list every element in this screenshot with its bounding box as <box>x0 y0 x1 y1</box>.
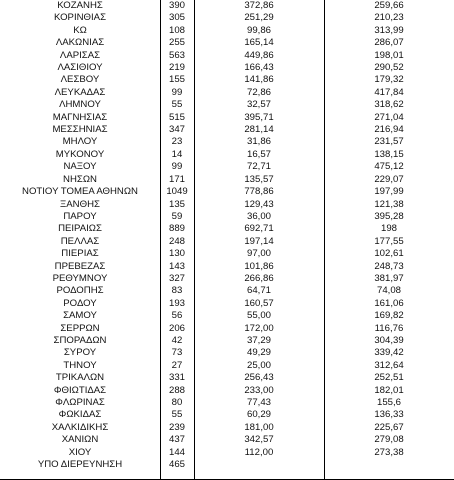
count-cell: 80 <box>171 397 183 408</box>
average-cell: 778,86 <box>244 186 274 198</box>
rate-cell: 312,64 <box>374 359 404 371</box>
average-cell: 172,00 <box>244 322 274 334</box>
table-row <box>0 360 454 372</box>
region-name-cell: ΠΑΡΟΥ <box>63 210 97 222</box>
average-cell: 372,86 <box>244 0 274 11</box>
table-row <box>0 298 454 310</box>
region-name-cell: ΣΥΡΟΥ <box>63 347 97 359</box>
count-cell: 55 <box>171 409 183 421</box>
rate-cell: 290,52 <box>374 62 404 74</box>
region-name-cell: ΣΑΜΟΥ <box>63 310 97 322</box>
region-name-cell: ΝΑΞΟΥ <box>63 161 97 173</box>
rate-cell: 121,38 <box>374 198 404 210</box>
count-cell: 130 <box>168 248 185 260</box>
rate-cell: 395,28 <box>374 210 404 222</box>
table-row <box>0 434 454 446</box>
table-row <box>0 174 454 186</box>
table-row <box>0 50 454 62</box>
rate-cell: 177,55 <box>374 235 404 247</box>
table-row <box>0 112 454 124</box>
count-cell: 27 <box>171 359 183 371</box>
table-row <box>0 87 454 99</box>
column-divider <box>194 0 195 480</box>
rate-cell: 216,94 <box>374 124 404 136</box>
rate-cell: 198 <box>380 223 397 235</box>
rate-cell: 231,57 <box>374 136 404 148</box>
average-cell: 60,29 <box>246 409 271 421</box>
region-name-cell: ΦΛΩΡΙΝΑΣ <box>55 397 105 408</box>
region-name-cell: ΜΗΛΟΥ <box>62 136 98 148</box>
table-row <box>0 0 454 12</box>
rate-cell <box>324 459 454 471</box>
region-name-cell: ΚΟΖΑΝΗΣ <box>57 0 103 11</box>
rate-cell: 417,84 <box>374 86 404 98</box>
count-cell: 59 <box>171 210 183 222</box>
region-name-cell: ΚΟΡΙΝΘΙΑΣ <box>53 12 107 24</box>
average-cell: 233,00 <box>244 384 274 396</box>
average-cell: 135,57 <box>244 173 274 185</box>
average-cell: 395,71 <box>244 111 274 123</box>
table-row <box>0 372 454 384</box>
table-row <box>0 211 454 223</box>
average-cell: 129,43 <box>244 198 274 210</box>
average-cell: 342,57 <box>244 434 274 446</box>
rate-cell: 381,97 <box>374 272 404 284</box>
average-cell: 692,71 <box>244 223 274 235</box>
average-cell: 165,14 <box>244 37 274 49</box>
count-cell: 347 <box>168 124 185 136</box>
column-divider <box>324 0 325 480</box>
average-cell: 166,43 <box>244 62 274 74</box>
region-name-cell: ΠΕΛΛΑΣ <box>60 235 100 247</box>
region-name-cell: ΛΑΚΩΝΙΑΣ <box>55 37 105 49</box>
table-row <box>0 409 454 421</box>
average-cell: 36,00 <box>246 210 271 222</box>
region-name-cell: ΛΑΣΙΘΙΟΥ <box>57 62 103 74</box>
count-cell: 135 <box>168 198 185 210</box>
count-cell: 155 <box>168 74 185 86</box>
average-cell <box>194 459 324 471</box>
table-row <box>0 459 454 471</box>
rate-cell: 138,15 <box>374 148 404 160</box>
count-cell: 83 <box>171 285 183 297</box>
count-cell: 143 <box>168 260 185 272</box>
count-cell: 437 <box>168 434 185 446</box>
table-row <box>0 149 454 161</box>
region-name-cell: ΝΟΤΙΟΥ ΤΟΜΕΑ ΑΘΗΝΩΝ <box>22 186 138 198</box>
rate-cell: 304,39 <box>374 334 404 346</box>
region-name-cell: ΤΡΙΚΑΛΩΝ <box>55 372 105 384</box>
rate-cell: 136,33 <box>374 409 404 421</box>
region-name-cell: ΥΠΟ ΔΙΕΡΕΥΝΗΣΗ <box>37 459 123 471</box>
region-name-cell: ΜΕΣΣΗΝΙΑΣ <box>52 124 108 136</box>
rate-cell: 197,99 <box>374 186 404 198</box>
count-cell: 144 <box>168 446 185 458</box>
count-cell: 255 <box>168 37 185 49</box>
region-name-cell: ΝΗΣΩΝ <box>63 173 97 185</box>
count-cell: 288 <box>168 384 185 396</box>
region-name-cell: ΛΑΡΙΣΑΣ <box>59 49 101 61</box>
average-cell: 31,86 <box>246 136 271 148</box>
table-row <box>0 25 454 37</box>
region-name-cell: ΧΙΟΥ <box>68 446 92 458</box>
average-cell: 37,29 <box>246 334 271 346</box>
table-row <box>0 62 454 74</box>
count-cell: 305 <box>168 12 185 24</box>
rate-cell: 198,01 <box>374 49 404 61</box>
region-name-cell: ΡΕΘΥΜΝΟΥ <box>52 272 108 284</box>
average-cell: 77,43 <box>246 397 271 408</box>
table-row <box>0 273 454 285</box>
count-cell: 171 <box>168 173 185 185</box>
region-name-cell: ΠΕΙΡΑΙΩΣ <box>58 223 102 235</box>
count-cell: 206 <box>168 322 185 334</box>
region-name-cell: ΛΗΜΝΟΥ <box>59 99 101 111</box>
table-row <box>0 347 454 359</box>
rate-cell: 259,66 <box>374 0 404 11</box>
average-cell: 64,71 <box>246 285 271 297</box>
rate-cell: 313,99 <box>374 24 404 36</box>
table-row <box>0 124 454 136</box>
average-cell: 99,86 <box>246 24 271 36</box>
rate-cell: 339,42 <box>374 347 404 359</box>
region-name-cell: ΦΘΙΩΤΙΔΑΣ <box>53 384 107 396</box>
rate-cell: 225,67 <box>374 421 404 433</box>
average-cell: 101,86 <box>244 260 274 272</box>
region-name-cell: ΡΟΔΟΥ <box>63 297 97 309</box>
rate-cell: 475,12 <box>374 161 404 173</box>
average-cell: 55,00 <box>246 310 271 322</box>
count-cell: 515 <box>168 111 185 123</box>
average-cell: 32,57 <box>246 99 271 111</box>
average-cell: 281,14 <box>244 124 274 136</box>
rate-cell: 252,51 <box>374 372 404 384</box>
count-cell: 108 <box>168 24 185 36</box>
rate-cell: 210,23 <box>374 12 404 24</box>
table-row <box>0 285 454 297</box>
table-row <box>0 161 454 173</box>
region-name-cell: ΦΩΚΙΔΑΣ <box>58 409 102 421</box>
rate-cell: 273,38 <box>374 446 404 458</box>
table-row <box>0 310 454 322</box>
count-cell: 99 <box>171 161 183 173</box>
table-row <box>0 422 454 434</box>
table-row <box>0 223 454 235</box>
average-cell: 449,86 <box>244 49 274 61</box>
count-cell: 99 <box>171 86 183 98</box>
table-row <box>0 236 454 248</box>
table-row <box>0 447 454 459</box>
region-name-cell: ΡΟΔΟΠΗΣ <box>56 285 104 297</box>
rate-cell: 182,01 <box>374 384 404 396</box>
count-cell: 327 <box>168 272 185 284</box>
rate-cell: 318,62 <box>374 99 404 111</box>
rate-cell: 169,82 <box>374 310 404 322</box>
rate-cell: 116,76 <box>374 322 404 334</box>
count-cell: 55 <box>171 99 183 111</box>
region-name-cell: ΧΑΝΙΩΝ <box>61 434 99 446</box>
count-cell: 14 <box>171 148 183 160</box>
rate-cell: 248,73 <box>374 260 404 272</box>
region-name-cell: ΛΕΣΒΟΥ <box>60 74 100 86</box>
average-cell: 181,00 <box>244 421 274 433</box>
average-cell: 25,00 <box>246 359 271 371</box>
region-name-cell: ΜΑΓΝΗΣΙΑΣ <box>52 111 108 123</box>
rate-cell: 155,6 <box>376 397 401 408</box>
region-name-cell: ΤΗΝΟΥ <box>63 359 97 371</box>
average-cell: 112,00 <box>244 446 274 458</box>
region-name-cell: ΞΑΝΘΗΣ <box>60 198 100 210</box>
count-cell: 390 <box>168 0 185 11</box>
count-cell: 465 <box>168 459 185 471</box>
rate-cell: 271,04 <box>374 111 404 123</box>
count-cell: 56 <box>171 310 183 322</box>
average-cell: 160,57 <box>244 297 274 309</box>
region-name-cell: ΠΙΕΡΙΑΣ <box>61 248 99 260</box>
count-cell: 1049 <box>166 186 188 198</box>
table-row <box>0 323 454 335</box>
average-cell: 141,86 <box>244 74 274 86</box>
region-name-cell: ΛΕΥΚΑΔΑΣ <box>54 86 106 98</box>
table-row <box>0 397 454 409</box>
rate-cell: 179,32 <box>374 74 404 86</box>
table-row <box>0 335 454 347</box>
rate-cell: 279,08 <box>374 434 404 446</box>
average-cell: 266,86 <box>244 272 274 284</box>
rate-cell: 102,61 <box>374 248 404 260</box>
table-row <box>0 12 454 24</box>
count-cell: 889 <box>168 223 185 235</box>
table-row <box>0 136 454 148</box>
average-cell: 97,00 <box>246 248 271 260</box>
rate-cell: 161,06 <box>374 297 404 309</box>
table-row <box>0 99 454 111</box>
table-row <box>0 199 454 211</box>
column-divider <box>160 0 161 480</box>
count-cell: 42 <box>171 334 183 346</box>
average-cell: 72,86 <box>246 86 271 98</box>
table-row <box>0 186 454 198</box>
count-cell: 219 <box>168 62 185 74</box>
region-name-cell: ΣΕΡΡΩΝ <box>60 322 100 334</box>
region-name-cell: ΜΥΚΟΝΟΥ <box>55 148 105 160</box>
count-cell: 239 <box>168 421 185 433</box>
average-cell: 72,71 <box>246 161 271 173</box>
count-cell: 23 <box>171 136 183 148</box>
region-name-cell: ΚΩ <box>73 24 87 36</box>
count-cell: 563 <box>168 49 185 61</box>
count-cell: 248 <box>168 235 185 247</box>
table-row <box>0 37 454 49</box>
table-row <box>0 385 454 397</box>
count-cell: 331 <box>168 372 185 384</box>
average-cell: 49,29 <box>246 347 271 359</box>
region-name-cell: ΧΑΛΚΙΔΙΚΗΣ <box>51 421 109 433</box>
average-cell: 197,14 <box>244 235 274 247</box>
table-row <box>0 248 454 260</box>
rate-cell: 229,07 <box>374 173 404 185</box>
table-row <box>0 74 454 86</box>
average-cell: 256,43 <box>244 372 274 384</box>
table-row <box>0 261 454 273</box>
count-cell: 73 <box>171 347 183 359</box>
rate-cell: 286,07 <box>374 37 404 49</box>
region-name-cell: ΠΡΕΒΕΖΑΣ <box>54 260 106 272</box>
average-cell: 251,29 <box>244 12 274 24</box>
average-cell: 16,57 <box>246 148 271 160</box>
count-cell: 193 <box>168 297 185 309</box>
rate-cell: 74,08 <box>376 285 401 297</box>
region-name-cell: ΣΠΟΡΑΔΩΝ <box>53 334 107 346</box>
